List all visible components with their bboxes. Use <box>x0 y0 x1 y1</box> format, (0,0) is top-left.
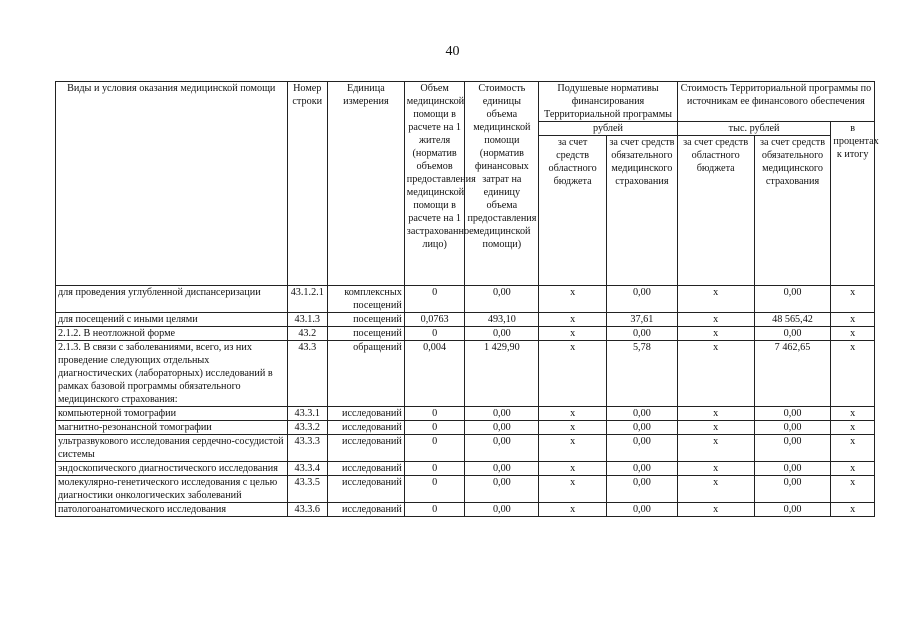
row-unit: комплексных посещений <box>327 286 404 313</box>
row-program-budget: х <box>677 327 754 341</box>
row-per-capita-budget: х <box>539 407 607 421</box>
row-name: ультразвукового исследования сердечно-сосудистой системы <box>56 435 288 462</box>
row-volume: 0,0763 <box>404 313 465 327</box>
row-number: 43.3.5 <box>287 476 327 503</box>
row-program-oms: 0,00 <box>754 435 831 462</box>
row-number: 43.1.2.1 <box>287 286 327 313</box>
table-row <box>56 341 875 407</box>
row-cost: 0,00 <box>465 407 539 421</box>
header-oms-program: за счет средств обязательного медицинского страхования <box>754 136 831 286</box>
row-program-budget: х <box>677 286 754 313</box>
row-name: магнитно-резонансной томографии <box>56 421 288 435</box>
table-row <box>56 435 875 462</box>
table-body <box>56 286 875 517</box>
row-unit: посещений <box>327 313 404 327</box>
row-name: патологоанатомического исследования <box>56 503 288 517</box>
row-per-capita-oms: 0,00 <box>606 286 677 313</box>
row-per-capita-budget: х <box>539 327 607 341</box>
row-percent: х <box>831 341 875 407</box>
row-per-capita-budget: х <box>539 476 607 503</box>
row-percent: х <box>831 313 875 327</box>
row-per-capita-budget: х <box>539 313 607 327</box>
header-rubles: рублей <box>539 122 678 136</box>
row-program-oms: 0,00 <box>754 503 831 517</box>
row-unit: исследований <box>327 476 404 503</box>
row-unit: посещений <box>327 327 404 341</box>
row-cost: 493,10 <box>465 313 539 327</box>
row-number: 43.3.3 <box>287 435 327 462</box>
row-percent: х <box>831 327 875 341</box>
row-cost: 0,00 <box>465 435 539 462</box>
row-program-budget: х <box>677 341 754 407</box>
header-regional-budget-program: за счет средств областного бюджета <box>677 136 754 286</box>
row-unit: исследований <box>327 421 404 435</box>
medical-care-cost-table <box>55 81 879 517</box>
row-volume: 0 <box>404 286 465 313</box>
row-unit: обращений <box>327 341 404 407</box>
table-header <box>56 82 879 286</box>
header-per-capita: Подушевые нормативы финансирования Территориальной программы <box>539 82 678 122</box>
row-volume: 0 <box>404 421 465 435</box>
row-volume: 0 <box>404 503 465 517</box>
table-row <box>56 327 875 341</box>
row-program-oms: 48 565,42 <box>754 313 831 327</box>
row-number: 43.3.6 <box>287 503 327 517</box>
header-kinds: Виды и условия оказания медицинской помощи <box>56 82 288 286</box>
table-row <box>56 421 875 435</box>
row-unit: исследований <box>327 503 404 517</box>
row-percent: х <box>831 286 875 313</box>
row-name: молекулярно-генетического исследования с целью диагностики онкологических заболеваний <box>56 476 288 503</box>
row-cost: 0,00 <box>465 327 539 341</box>
row-cost: 0,00 <box>465 286 539 313</box>
row-number: 43.2 <box>287 327 327 341</box>
row-cost: 0,00 <box>465 462 539 476</box>
row-percent: х <box>831 407 875 421</box>
row-program-oms: 0,00 <box>754 476 831 503</box>
row-per-capita-oms: 0,00 <box>606 476 677 503</box>
header-thousand-rubles: тыс. рублей <box>677 122 831 136</box>
row-name: для проведения углубленной диспансеризации <box>56 286 288 313</box>
row-volume: 0,004 <box>404 341 465 407</box>
row-per-capita-budget: х <box>539 435 607 462</box>
table-row <box>56 407 875 421</box>
row-per-capita-oms: 0,00 <box>606 421 677 435</box>
row-volume: 0 <box>404 407 465 421</box>
row-name: компьютерной томографии <box>56 407 288 421</box>
row-number: 43.3.2 <box>287 421 327 435</box>
row-per-capita-budget: х <box>539 341 607 407</box>
row-number: 43.1.3 <box>287 313 327 327</box>
row-program-oms: 0,00 <box>754 286 831 313</box>
row-per-capita-budget: х <box>539 462 607 476</box>
row-percent: х <box>831 503 875 517</box>
row-number: 43.3.1 <box>287 407 327 421</box>
row-program-oms: 7 462,65 <box>754 341 831 407</box>
header-program-cost: Стоимость Территориальной программы по источникам ее финансового обеспечения <box>677 82 874 122</box>
row-program-budget: х <box>677 313 754 327</box>
row-cost: 0,00 <box>465 476 539 503</box>
header-volume: Объем медицинской помощи в расчете на 1 жителя (норматив объемов предоставления медицинской помощи в расчете на 1 застрахованное лицо) <box>404 82 465 286</box>
header-cost: Стоимость единицы объема медицинской помощи (норматив финансовых затрат на единицу объема предоставления медицинской помощи) <box>465 82 539 286</box>
row-per-capita-oms: 37,61 <box>606 313 677 327</box>
header-percent: в процентах к итогу <box>831 122 875 286</box>
row-per-capita-oms: 0,00 <box>606 435 677 462</box>
row-volume: 0 <box>404 462 465 476</box>
header-row-number: Номер строки <box>287 82 327 286</box>
page-number: 40 <box>445 44 460 59</box>
row-name: для посещений с иными целями <box>56 313 288 327</box>
row-program-budget: х <box>677 421 754 435</box>
table-row <box>56 286 875 313</box>
row-volume: 0 <box>404 435 465 462</box>
row-unit: исследований <box>327 407 404 421</box>
row-program-budget: х <box>677 435 754 462</box>
row-per-capita-oms: 5,78 <box>606 341 677 407</box>
header-oms-per-capita: за счет средств обязательного медицинского страхования <box>606 136 677 286</box>
row-per-capita-oms: 0,00 <box>606 327 677 341</box>
row-name: 2.1.2. В неотложной форме <box>56 327 288 341</box>
row-program-budget: х <box>677 476 754 503</box>
row-program-oms: 0,00 <box>754 327 831 341</box>
row-per-capita-budget: х <box>539 421 607 435</box>
row-unit: исследований <box>327 435 404 462</box>
table-row <box>56 313 875 327</box>
table-row <box>56 462 875 476</box>
table-row <box>56 476 875 503</box>
row-cost: 0,00 <box>465 503 539 517</box>
row-per-capita-oms: 0,00 <box>606 462 677 476</box>
header-unit: Единица измерения <box>327 82 404 286</box>
row-percent: х <box>831 435 875 462</box>
row-program-budget: х <box>677 407 754 421</box>
header-regional-budget-per-capita: за счет средств областного бюджета <box>539 136 607 286</box>
row-per-capita-budget: х <box>539 286 607 313</box>
row-percent: х <box>831 462 875 476</box>
row-program-oms: 0,00 <box>754 421 831 435</box>
row-program-budget: х <box>677 503 754 517</box>
row-percent: х <box>831 421 875 435</box>
row-name: 2.1.3. В связи с заболеваниями, всего, из них проведение следующих отдельных диагностических (лабораторных) исследований в рамках базовой программы обязательного медицинского страхования: <box>56 341 288 407</box>
table-row <box>56 503 875 517</box>
row-cost: 0,00 <box>465 421 539 435</box>
row-per-capita-oms: 0,00 <box>606 503 677 517</box>
row-per-capita-oms: 0,00 <box>606 407 677 421</box>
row-cost: 1 429,90 <box>465 341 539 407</box>
row-percent: х <box>831 476 875 503</box>
row-per-capita-budget: х <box>539 503 607 517</box>
row-program-budget: х <box>677 462 754 476</box>
row-volume: 0 <box>404 327 465 341</box>
row-name: эндоскопического диагностического исследования <box>56 462 288 476</box>
row-volume: 0 <box>404 476 465 503</box>
row-program-oms: 0,00 <box>754 407 831 421</box>
row-number: 43.3.4 <box>287 462 327 476</box>
row-number: 43.3 <box>287 341 327 407</box>
row-program-oms: 0,00 <box>754 462 831 476</box>
row-unit: исследований <box>327 462 404 476</box>
